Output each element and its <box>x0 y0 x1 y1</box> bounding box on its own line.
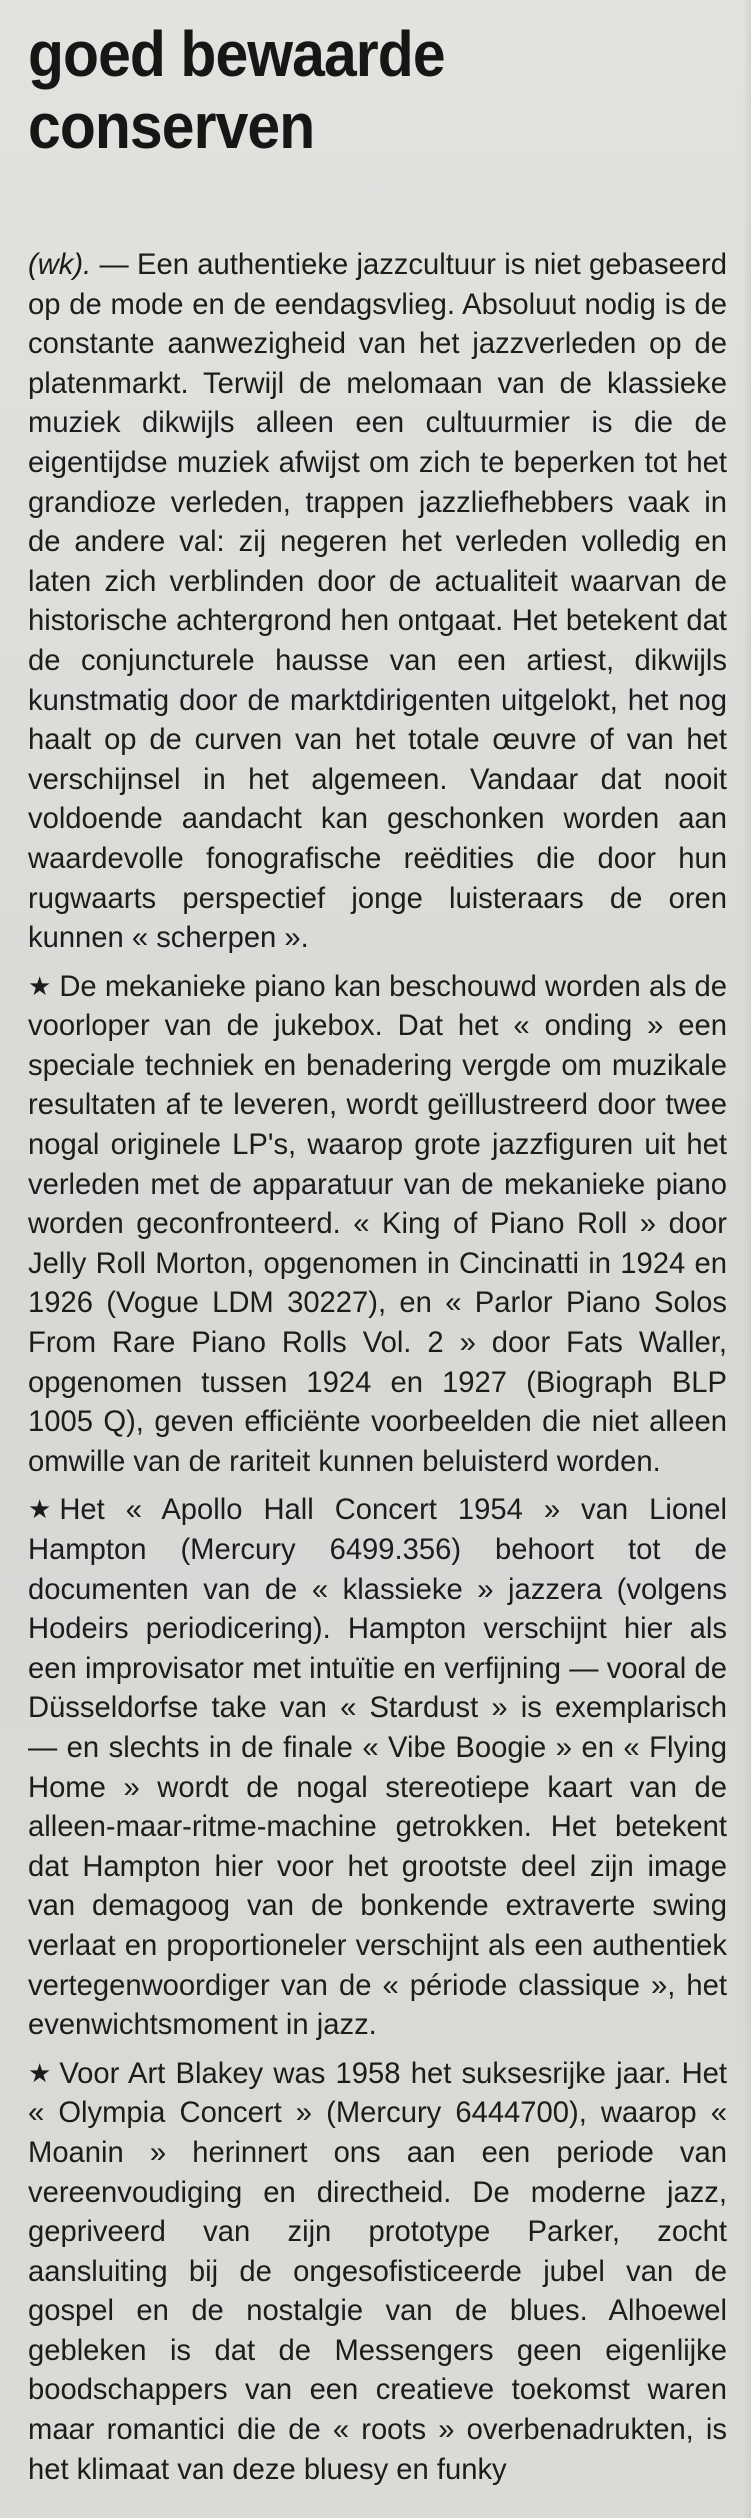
paragraph-blakey-text: Voor Art Blakey was 1958 het suksesrijke jaar. Het « Olympia Concert » (Mercury 6444700), waarop « Moanin » herinnert ons aan een periode van vereenvoudiging en directheid. De moderne jazz, gepriveerd van zijn prototype Parker, zocht aansluiting bij de ongesofisticeerde jubel van de gospel en de nostalgie van de blues. Alhoewel gebleken is dat de Messengers geen eigenlijke boodschappers van een creatieve toekomst waren maar romantici die de « roots » overbenadrukten, is het klimaat van deze bluesy en funky <box>28 2057 727 2486</box>
headline-line-2: conserven <box>28 90 315 162</box>
paragraph-piano-rolls-text: De mekanieke piano kan beschouwd worden als de voorloper van de jukebox. Dat het « onding » een speciale techniek en benadering vergde om muzikale resultaten af te leveren, wordt geïllustreerd door twee nogal originele LP's, waarop grote jazzfiguren uit het verleden met de apparatuur van de mekanieke piano worden geconfronteerd. « King of Piano Roll » door Jelly Roll Morton, opgenomen in Cincinatti in 1924 en 1926 (Vogue LDM 30227), en « Parlor Piano Solos From Rare Piano Rolls Vol. 2 » door Fats Waller, opgenomen tussen 1924 en 1927 (Biograph BLP 1005 Q), geven efficiënte voorbeelden die niet alleen omwille van de rariteit kunnen beluisterd worden. <box>28 970 727 1478</box>
paragraph-hampton-text: Het « Apollo Hall Concert 1954 » van Lionel Hampton (Mercury 6499.356) behoort tot de documenten van de « klassieke » jazzera (volgens Hodeirs periodicering). Hampton verschijnt hier als een improvisator met intuïtie en verfijning — vooral de Düsseldorfse take van « Stardust » is exemplarisch — en slechts in de finale « Vibe Boogie » en « Flying Home » wordt de nogal stereotiepe kaart van de alleen-maar-ritme-machine getrokken. Het betekent dat Hampton hier voor het grootste deel zijn image van demagoog van de bonkende extraverte swing verlaat en proportioneler verschijnt als een authentiek vertegenwoordiger van de « période classique », het evenwichtsmoment in jazz. <box>28 1494 727 2042</box>
headline-line-1: goed bewaarde <box>28 18 445 90</box>
paragraph-blakey <box>28 2054 727 2491</box>
author-byline: (wk). <box>28 249 92 281</box>
star-icon: ★ <box>28 1494 52 1525</box>
article-body <box>28 246 727 2490</box>
paper-edge <box>743 0 751 2518</box>
paragraph-intro-text: — Een authentieke jazzcultuur is niet gebaseerd op de mode en de eendagsvlieg. Absoluut nodig is de constante aanwezigheid van het jazzverleden op de platenmarkt. Terwijl de melomaan van de klassieke muziek dikwijls alleen een cultuurmier is die de eigentijdse muziek afwijst om zich te beperken tot het grandioze verleden, trappen jazzliefhebbers vaak in de andere val: zij negeren het verleden volledig en laten zich verblinden door de actualiteit waarvan de historische achtergrond hen ontgaat. Het betekent dat de conjuncturele hausse van een artiest, dikwijls kunstmatig door de marktdirigenten uitgelokt, het nog haalt op de curven van het totale œuvre of van het verschijnsel in het algemeen. Vandaar dat nooit voldoende aandacht kan geschonken worden aan waardevolle fonografische reëdities die door hun rugwaarts perspectief jonge luisteraars de oren kunnen « scherpen ». <box>28 249 727 955</box>
star-icon: ★ <box>28 2057 52 2088</box>
paragraph-hampton <box>28 1490 727 2045</box>
star-icon: ★ <box>28 970 52 1001</box>
paragraph-piano-rolls <box>28 967 727 1483</box>
article-headline <box>28 18 671 162</box>
paragraph-intro <box>28 246 727 959</box>
